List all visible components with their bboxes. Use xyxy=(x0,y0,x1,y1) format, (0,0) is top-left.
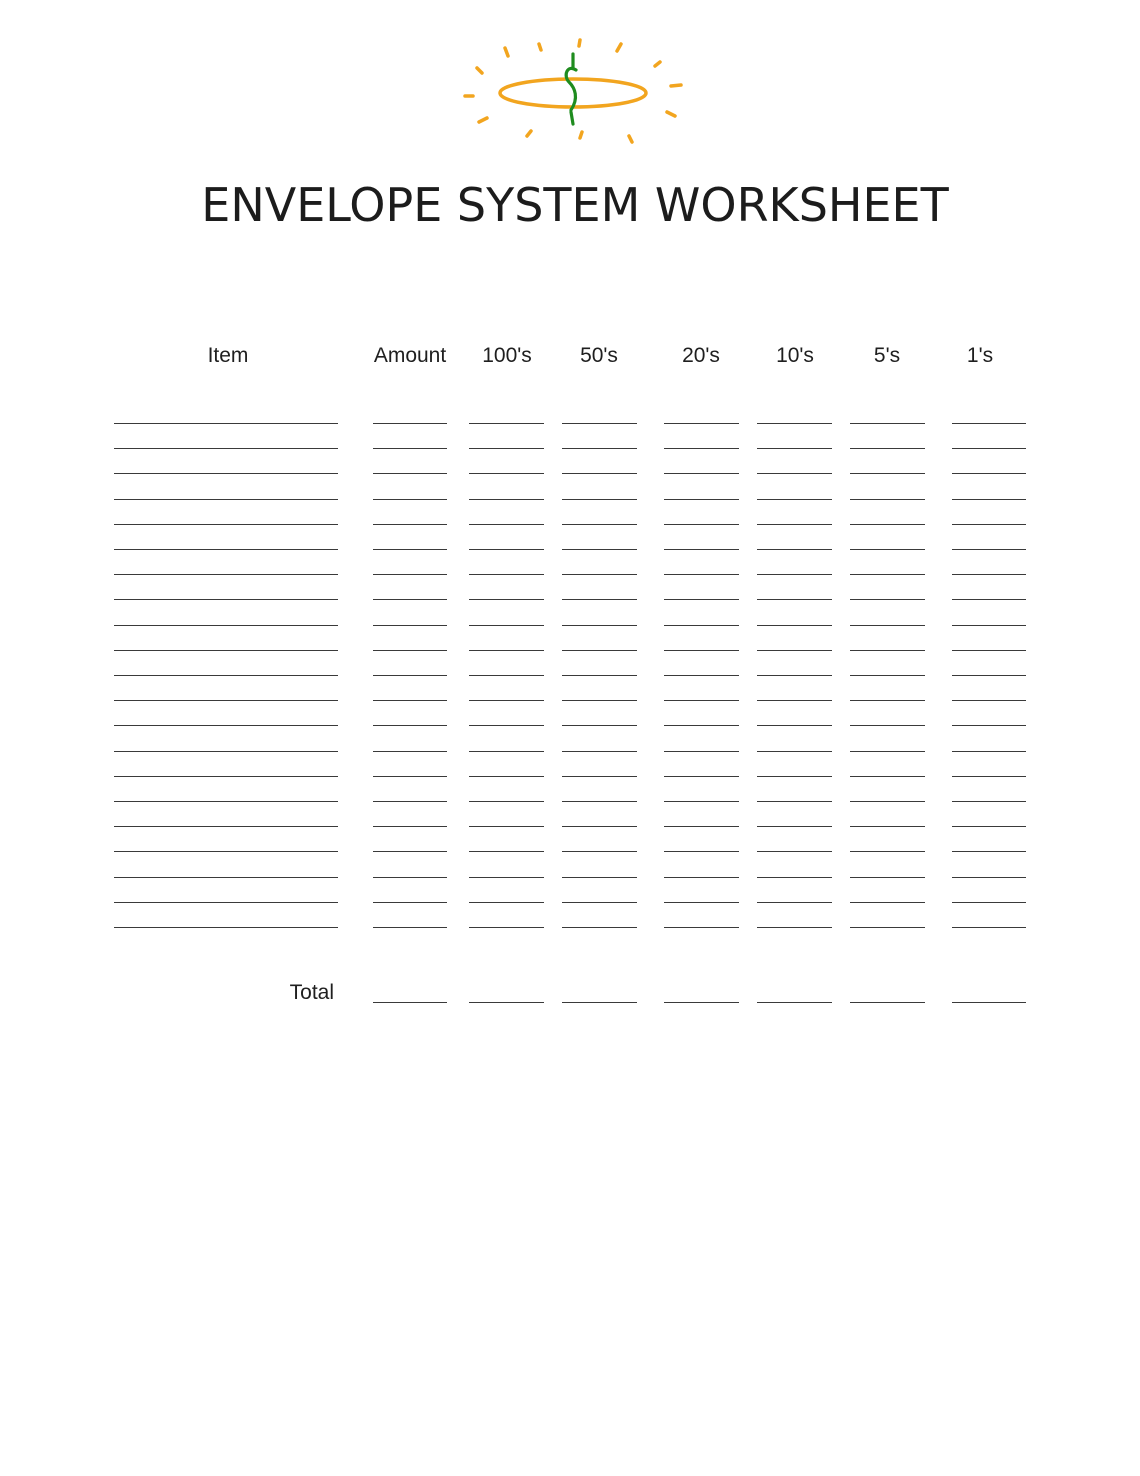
blank-line-20s[interactable] xyxy=(664,801,739,802)
blank-line-item[interactable] xyxy=(114,877,338,878)
blank-line-amount[interactable] xyxy=(373,675,447,676)
blank-line-1s[interactable] xyxy=(952,700,1026,701)
blank-line-item[interactable] xyxy=(114,524,338,525)
blank-line-amount[interactable] xyxy=(373,877,447,878)
blank-line-amount[interactable] xyxy=(373,776,447,777)
blank-line-amount[interactable] xyxy=(373,851,447,852)
blank-line-amount[interactable] xyxy=(373,423,447,424)
blank-line-1s[interactable] xyxy=(952,650,1026,651)
total-blank-line-amount[interactable] xyxy=(373,1002,447,1003)
blank-line-20s[interactable] xyxy=(664,448,739,449)
blank-line-item[interactable] xyxy=(114,448,338,449)
blank-line-amount[interactable] xyxy=(373,473,447,474)
blank-line-5s[interactable] xyxy=(850,751,925,752)
blank-line-50s[interactable] xyxy=(562,751,637,752)
blank-line-item[interactable] xyxy=(114,826,338,827)
blank-line-1s[interactable] xyxy=(952,801,1026,802)
blank-line-20s[interactable] xyxy=(664,776,739,777)
blank-line-1s[interactable] xyxy=(952,423,1026,424)
blank-line-item[interactable] xyxy=(114,927,338,928)
blank-line-5s[interactable] xyxy=(850,423,925,424)
blank-line-amount[interactable] xyxy=(373,524,447,525)
blank-line-amount[interactable] xyxy=(373,927,447,928)
blank-line-100s[interactable] xyxy=(469,776,544,777)
blank-line-1s[interactable] xyxy=(952,877,1026,878)
blank-line-amount[interactable] xyxy=(373,902,447,903)
blank-line-5s[interactable] xyxy=(850,448,925,449)
blank-line-100s[interactable] xyxy=(469,877,544,878)
column-header-100s: 100's xyxy=(482,344,532,367)
blank-line-5s[interactable] xyxy=(850,801,925,802)
column-header-item: Item xyxy=(207,344,249,367)
blank-line-50s[interactable] xyxy=(562,801,637,802)
blank-line-10s[interactable] xyxy=(757,700,832,701)
blank-line-20s[interactable] xyxy=(664,473,739,474)
blank-line-20s[interactable] xyxy=(664,826,739,827)
blank-line-20s[interactable] xyxy=(664,650,739,651)
blank-line-50s[interactable] xyxy=(562,423,637,424)
blank-line-50s[interactable] xyxy=(562,599,637,600)
blank-line-5s[interactable] xyxy=(850,902,925,903)
blank-line-1s[interactable] xyxy=(952,751,1026,752)
blank-line-item[interactable] xyxy=(114,574,338,575)
blank-line-20s[interactable] xyxy=(664,927,739,928)
blank-line-100s[interactable] xyxy=(469,650,544,651)
blank-line-item[interactable] xyxy=(114,751,338,752)
blank-line-50s[interactable] xyxy=(562,725,637,726)
blank-line-20s[interactable] xyxy=(664,499,739,500)
blank-line-50s[interactable] xyxy=(562,574,637,575)
total-blank-line-50s[interactable] xyxy=(562,1002,637,1003)
blank-line-5s[interactable] xyxy=(850,877,925,878)
column-header-50s: 50's xyxy=(580,344,618,367)
blank-line-10s[interactable] xyxy=(757,574,832,575)
total-blank-line-100s[interactable] xyxy=(469,1002,544,1003)
blank-line-item[interactable] xyxy=(114,499,338,500)
blank-line-10s[interactable] xyxy=(757,499,832,500)
blank-line-100s[interactable] xyxy=(469,725,544,726)
blank-line-1s[interactable] xyxy=(952,599,1026,600)
blank-line-50s[interactable] xyxy=(562,448,637,449)
page-title: ENVELOPE SYSTEM WORKSHEET xyxy=(201,178,949,232)
dollar-halo-logo-icon xyxy=(455,32,695,150)
column-header-amount: Amount xyxy=(373,344,447,367)
blank-line-item[interactable] xyxy=(114,473,338,474)
blank-line-20s[interactable] xyxy=(664,423,739,424)
blank-line-1s[interactable] xyxy=(952,549,1026,550)
blank-line-5s[interactable] xyxy=(850,700,925,701)
blank-line-10s[interactable] xyxy=(757,851,832,852)
blank-line-1s[interactable] xyxy=(952,902,1026,903)
blank-line-5s[interactable] xyxy=(850,524,925,525)
blank-line-amount[interactable] xyxy=(373,801,447,802)
blank-line-item[interactable] xyxy=(114,549,338,550)
blank-line-100s[interactable] xyxy=(469,625,544,626)
blank-line-5s[interactable] xyxy=(850,927,925,928)
blank-line-100s[interactable] xyxy=(469,801,544,802)
blank-line-20s[interactable] xyxy=(664,700,739,701)
blank-line-5s[interactable] xyxy=(850,574,925,575)
blank-line-5s[interactable] xyxy=(850,725,925,726)
blank-line-20s[interactable] xyxy=(664,574,739,575)
blank-line-10s[interactable] xyxy=(757,725,832,726)
blank-line-20s[interactable] xyxy=(664,751,739,752)
blank-line-20s[interactable] xyxy=(664,599,739,600)
blank-line-amount[interactable] xyxy=(373,549,447,550)
blank-line-item[interactable] xyxy=(114,423,338,424)
blank-line-100s[interactable] xyxy=(469,700,544,701)
blank-line-10s[interactable] xyxy=(757,599,832,600)
blank-line-5s[interactable] xyxy=(850,473,925,474)
blank-line-item[interactable] xyxy=(114,599,338,600)
blank-line-amount[interactable] xyxy=(373,725,447,726)
blank-line-10s[interactable] xyxy=(757,549,832,550)
blank-line-100s[interactable] xyxy=(469,473,544,474)
blank-line-100s[interactable] xyxy=(469,499,544,500)
blank-line-20s[interactable] xyxy=(664,725,739,726)
blank-line-5s[interactable] xyxy=(850,599,925,600)
blank-line-100s[interactable] xyxy=(469,751,544,752)
blank-line-amount[interactable] xyxy=(373,625,447,626)
column-header-1s: 1's xyxy=(966,344,994,367)
blank-line-50s[interactable] xyxy=(562,776,637,777)
blank-line-1s[interactable] xyxy=(952,725,1026,726)
total-label: Total xyxy=(289,981,334,1004)
total-blank-line-10s[interactable] xyxy=(757,1002,832,1003)
blank-line-50s[interactable] xyxy=(562,851,637,852)
blank-line-100s[interactable] xyxy=(469,826,544,827)
blank-line-1s[interactable] xyxy=(952,625,1026,626)
blank-line-20s[interactable] xyxy=(664,877,739,878)
blank-line-amount[interactable] xyxy=(373,499,447,500)
blank-line-1s[interactable] xyxy=(952,851,1026,852)
blank-line-5s[interactable] xyxy=(850,776,925,777)
blank-line-100s[interactable] xyxy=(469,524,544,525)
blank-line-item[interactable] xyxy=(114,675,338,676)
blank-line-20s[interactable] xyxy=(664,675,739,676)
blank-line-5s[interactable] xyxy=(850,826,925,827)
blank-line-5s[interactable] xyxy=(850,499,925,500)
blank-line-5s[interactable] xyxy=(850,625,925,626)
blank-line-50s[interactable] xyxy=(562,826,637,827)
blank-line-1s[interactable] xyxy=(952,499,1026,500)
blank-line-20s[interactable] xyxy=(664,549,739,550)
blank-line-50s[interactable] xyxy=(562,675,637,676)
blank-line-100s[interactable] xyxy=(469,851,544,852)
blank-line-1s[interactable] xyxy=(952,927,1026,928)
blank-line-amount[interactable] xyxy=(373,599,447,600)
blank-line-10s[interactable] xyxy=(757,524,832,525)
blank-line-1s[interactable] xyxy=(952,524,1026,525)
column-header-20s: 20's xyxy=(682,344,720,367)
blank-line-item[interactable] xyxy=(114,650,338,651)
blank-line-item[interactable] xyxy=(114,625,338,626)
blank-line-item[interactable] xyxy=(114,776,338,777)
blank-line-item[interactable] xyxy=(114,725,338,726)
blank-line-100s[interactable] xyxy=(469,902,544,903)
blank-line-20s[interactable] xyxy=(664,524,739,525)
blank-line-50s[interactable] xyxy=(562,927,637,928)
blank-line-50s[interactable] xyxy=(562,877,637,878)
total-blank-line-20s[interactable] xyxy=(664,1002,739,1003)
blank-line-10s[interactable] xyxy=(757,448,832,449)
blank-line-10s[interactable] xyxy=(757,423,832,424)
blank-line-amount[interactable] xyxy=(373,751,447,752)
blank-line-10s[interactable] xyxy=(757,650,832,651)
blank-line-100s[interactable] xyxy=(469,675,544,676)
blank-line-50s[interactable] xyxy=(562,700,637,701)
blank-line-50s[interactable] xyxy=(562,902,637,903)
blank-line-1s[interactable] xyxy=(952,675,1026,676)
blank-line-20s[interactable] xyxy=(664,625,739,626)
blank-line-50s[interactable] xyxy=(562,650,637,651)
blank-line-10s[interactable] xyxy=(757,751,832,752)
blank-line-10s[interactable] xyxy=(757,625,832,626)
blank-line-20s[interactable] xyxy=(664,902,739,903)
blank-line-100s[interactable] xyxy=(469,927,544,928)
blank-line-5s[interactable] xyxy=(850,851,925,852)
blank-line-50s[interactable] xyxy=(562,473,637,474)
blank-line-5s[interactable] xyxy=(850,650,925,651)
blank-line-100s[interactable] xyxy=(469,423,544,424)
column-header-5s: 5's xyxy=(873,344,901,367)
blank-line-10s[interactable] xyxy=(757,826,832,827)
total-blank-line-5s[interactable] xyxy=(850,1002,925,1003)
blank-line-item[interactable] xyxy=(114,851,338,852)
blank-line-item[interactable] xyxy=(114,902,338,903)
blank-line-100s[interactable] xyxy=(469,549,544,550)
blank-line-1s[interactable] xyxy=(952,574,1026,575)
blank-line-100s[interactable] xyxy=(469,574,544,575)
column-header-10s: 10's xyxy=(776,344,814,367)
blank-line-amount[interactable] xyxy=(373,574,447,575)
blank-line-item[interactable] xyxy=(114,801,338,802)
blank-line-amount[interactable] xyxy=(373,650,447,651)
blank-line-100s[interactable] xyxy=(469,448,544,449)
blank-line-1s[interactable] xyxy=(952,826,1026,827)
blank-line-100s[interactable] xyxy=(469,599,544,600)
blank-line-10s[interactable] xyxy=(757,675,832,676)
blank-line-50s[interactable] xyxy=(562,625,637,626)
blank-line-10s[interactable] xyxy=(757,902,832,903)
blank-line-5s[interactable] xyxy=(850,675,925,676)
blank-line-10s[interactable] xyxy=(757,877,832,878)
blank-line-10s[interactable] xyxy=(757,801,832,802)
blank-line-1s[interactable] xyxy=(952,473,1026,474)
blank-line-1s[interactable] xyxy=(952,448,1026,449)
blank-line-amount[interactable] xyxy=(373,448,447,449)
total-blank-line-1s[interactable] xyxy=(952,1002,1026,1003)
blank-line-20s[interactable] xyxy=(664,851,739,852)
blank-line-amount[interactable] xyxy=(373,826,447,827)
blank-line-50s[interactable] xyxy=(562,499,637,500)
blank-line-10s[interactable] xyxy=(757,776,832,777)
blank-line-50s[interactable] xyxy=(562,524,637,525)
blank-line-item[interactable] xyxy=(114,700,338,701)
blank-line-1s[interactable] xyxy=(952,776,1026,777)
blank-line-amount[interactable] xyxy=(373,700,447,701)
blank-line-10s[interactable] xyxy=(757,927,832,928)
blank-line-10s[interactable] xyxy=(757,473,832,474)
blank-line-5s[interactable] xyxy=(850,549,925,550)
blank-line-50s[interactable] xyxy=(562,549,637,550)
